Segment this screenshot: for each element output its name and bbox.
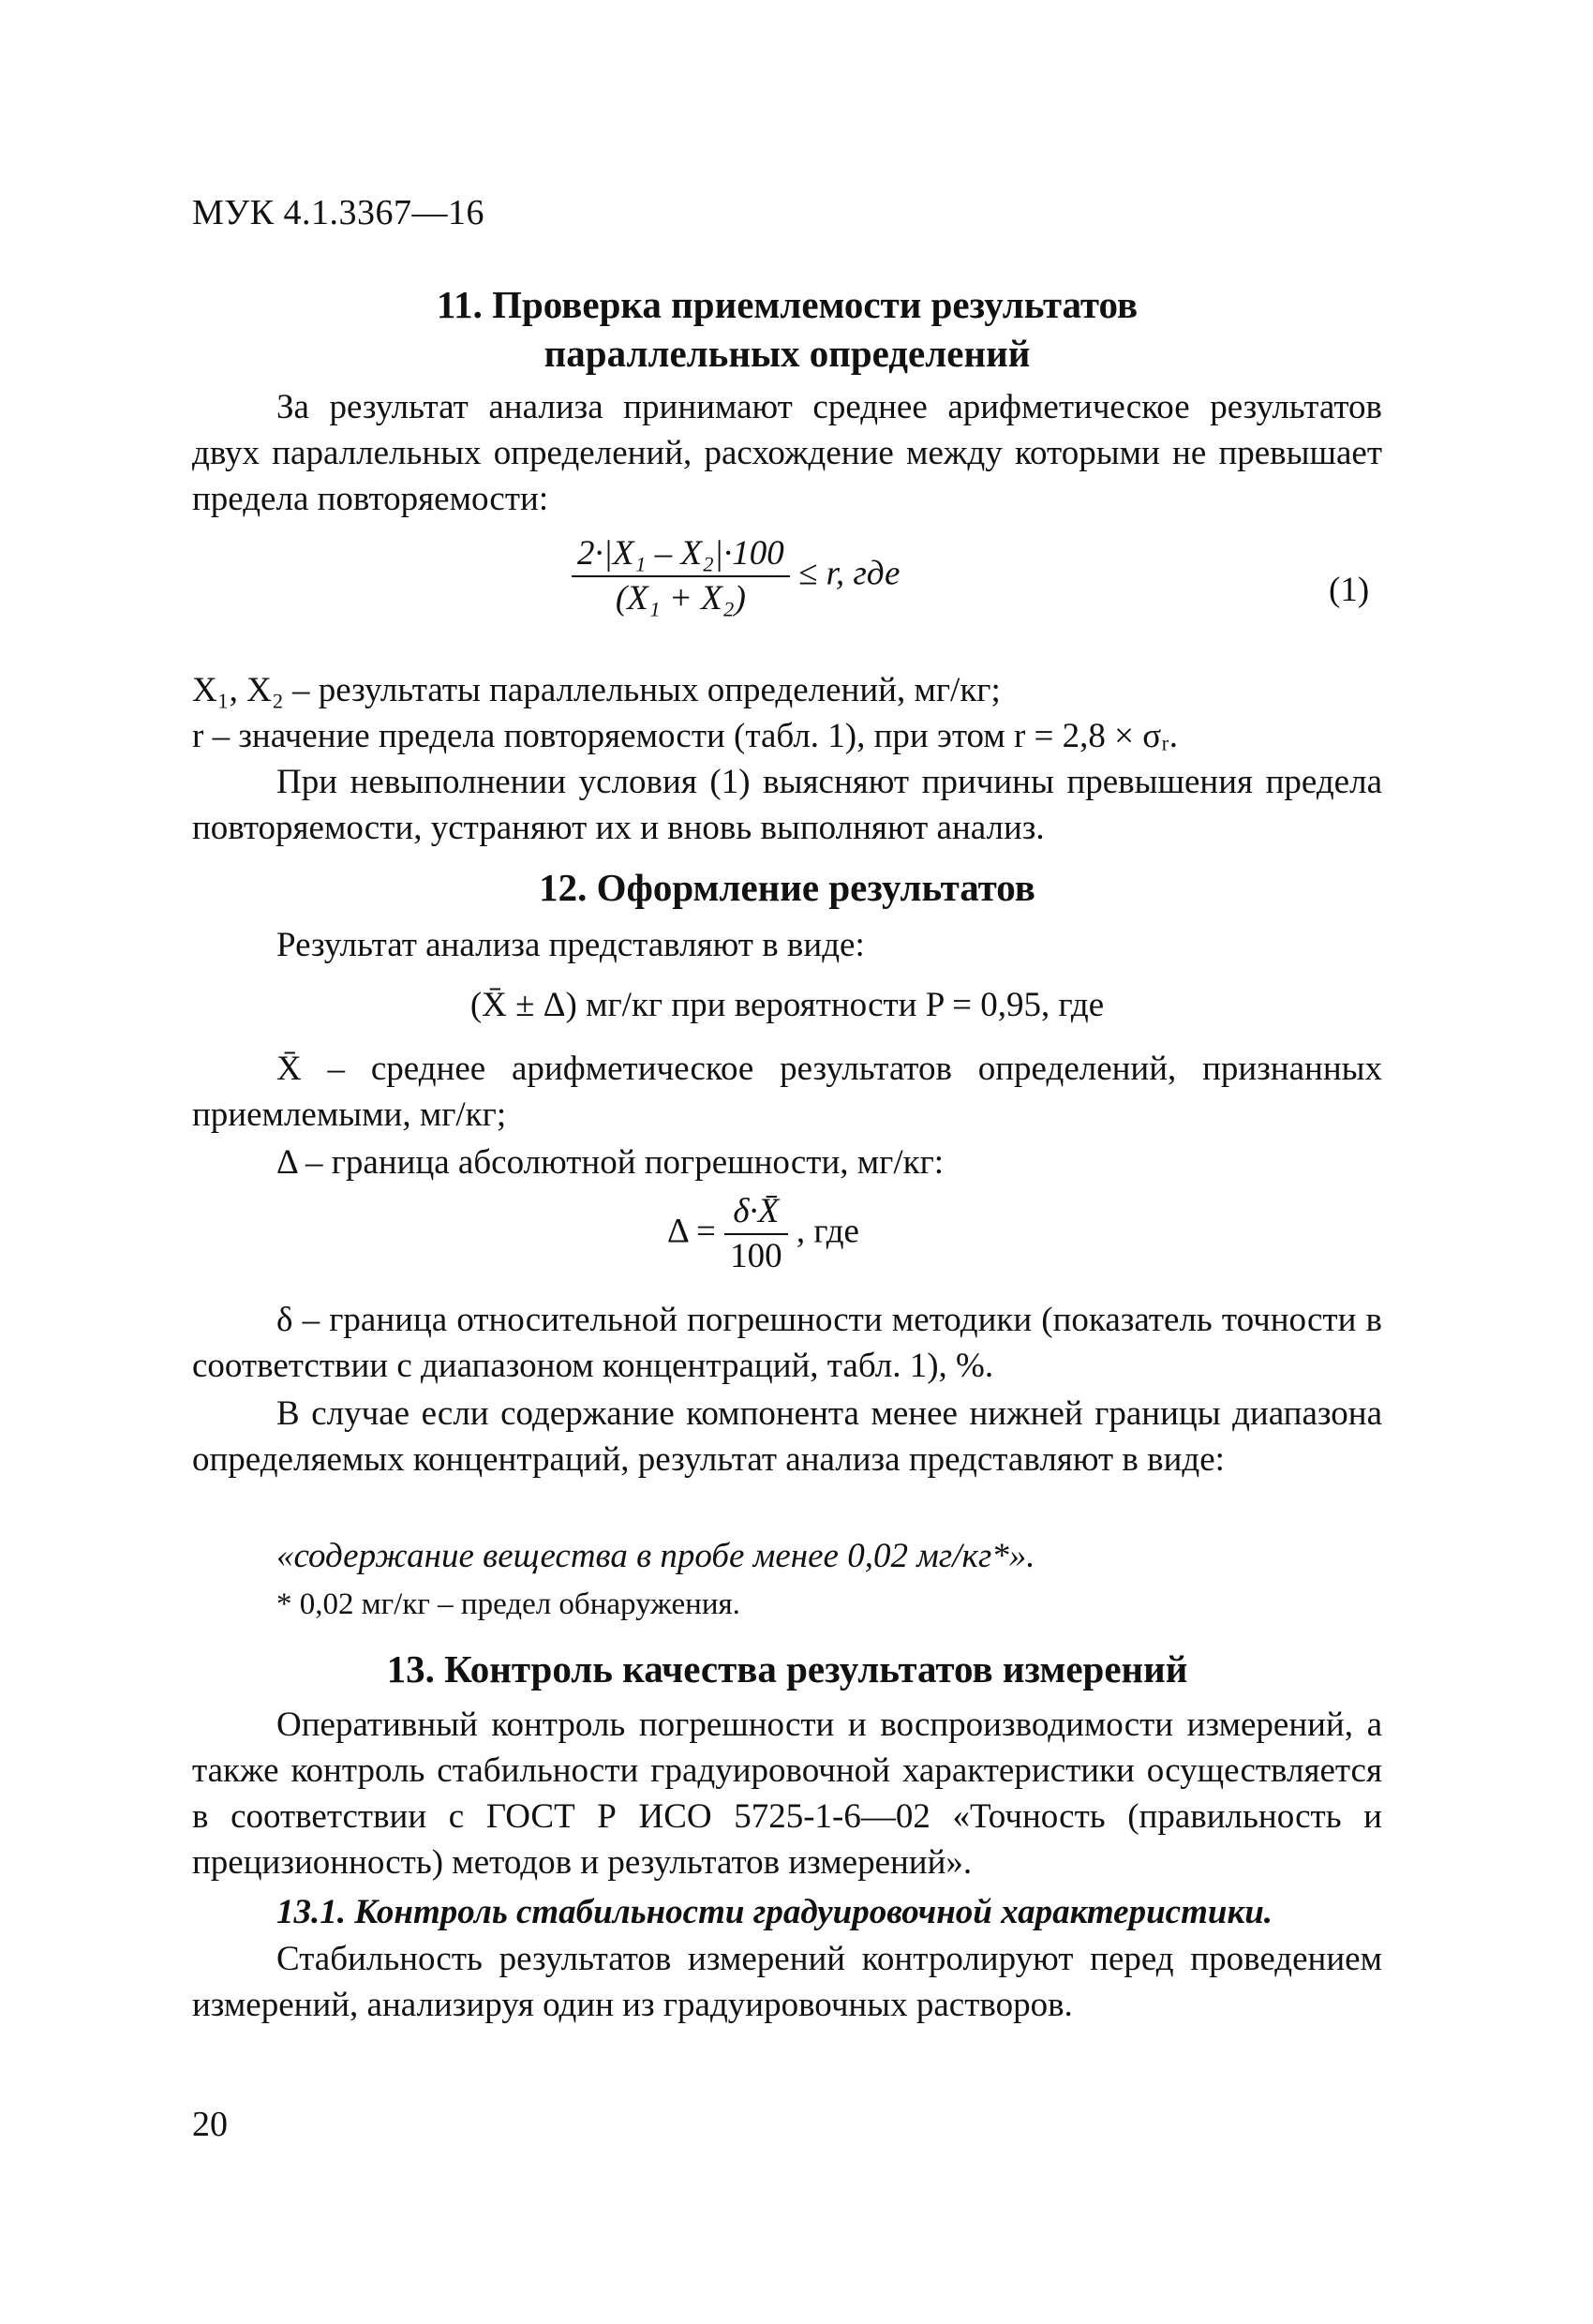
section-13-1-paragraph: Стабильность результатов измерений контролируют перед проведением измерений, анализируя один из градуировочных растворов. [192,1940,1382,2024]
section-13-paragraph: Оперативный контроль погрешности и воспроизводимости измерений, а также контроль стабильности градуировочной характеристики осуществляется в соответствии с ГОСТ Р ИСО 5725-1-6—02 «Точность (правильность и прецизионность) методов и результатов измерений». [192,1706,1382,1882]
formula-numerator: 2·|X₁ – X₂|·100 [572,532,790,577]
delta-tail: , где [796,1212,859,1251]
definition-relative-error: δ – граница относительной погрешности методики (показатель точности в соответствии с диапазоном концентраций, табл. 1), %. [192,1301,1382,1385]
formula-tail: ≤ r, где [798,554,901,593]
section-13-1-title: 13.1. Контроль стабильности градуировочной характеристики. [276,1893,1273,1931]
section-11-title-line2: параллельных определений [543,332,1031,375]
delta-fraction [724,1190,788,1278]
section-11-paragraph-2: При невыполнении условия (1) выясняют причины превышения предела повторяемости, устраняют их и вновь выполняют анализ. [192,763,1382,847]
delta-numerator: δ·X̄ [724,1190,788,1235]
delta-formula [667,1190,859,1278]
result-form: (X̄ ± Δ) мг/кг при вероятности P = 0,95, где [469,986,1105,1024]
delta-lhs: Δ = [667,1212,716,1251]
definition-absolute-error: Δ – граница абсолютной погрешности, мг/кг: [276,1143,945,1182]
section-13-title: 13. Контроль качества результатов измерений [386,1647,1188,1691]
page-number: 20 [192,2105,228,2144]
section-11-paragraph: За результат анализа принимают среднее арифметическое результатов двух параллельных определений, расхождение между которыми не превышает предела повторяемости: [192,388,1382,518]
section-12-low-content-paragraph: В случае если содержание компонента менее нижней границы диапазона определяемых концентраций, результат анализа представляют в виде: [192,1394,1382,1479]
low-content-form: «содержание вещества в пробе менее 0,02 мг/кг*». [276,1537,1035,1575]
section-11-title-line1: 11. Проверка приемлемости результатов [436,283,1139,326]
repeatability-formula [572,532,900,620]
definition-mean: X̄ – среднее арифметическое результатов определений, признанных приемлемыми, мг/кг; [192,1050,1382,1134]
formula-label: (1) [1329,571,1370,609]
delta-denominator: 100 [730,1237,782,1275]
formula-denominator: (X₁ + X₂) [615,579,746,618]
definition-x1-x2: X₁, X₂ – результаты параллельных определений, мг/кг; [192,671,1001,709]
section-12-paragraph-1: Результат анализа представляют в виде: [276,926,865,964]
document-code-header: МУК 4.1.3367—16 [192,193,485,232]
section-12-title: 12. Оформление результатов [539,866,1035,909]
definition-r: r – значение предела повторяемости (табл. 1), при этом r = 2,8 × σᵣ. [192,717,1178,755]
footnote-detection-limit: * 0,02 мг/кг – предел обнаружения. [276,1587,740,1621]
formula-fraction [572,532,790,620]
